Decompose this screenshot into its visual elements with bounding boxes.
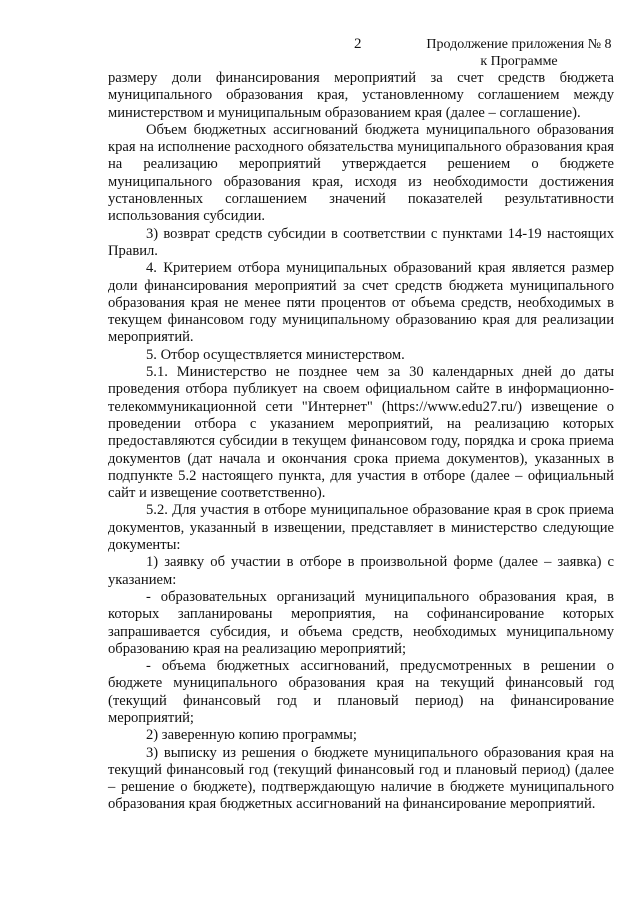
paragraph-educational-organizations: - образовательных организаций муниципального образования края, в которых запланированы мероприятия, на софинансирование которых запрашивается субсидия, и объема средств, необходимых муниципальному образованию края на реализацию мероприятий;: [108, 588, 614, 657]
paragraph-selection-by-ministry: 5. Отбор осуществляется министерством.: [146, 346, 405, 363]
appendix-note-line-1: Продолжение приложения № 8: [426, 37, 612, 52]
appendix-continuation-note: [424, 36, 614, 70]
paragraph-documents-submission: 5.2. Для участия в отборе муниципальное образование края в срок приема документов, указанный в извещении, представляет в министерство следующие документы:: [108, 502, 614, 554]
page-number: 2: [354, 36, 362, 52]
paragraph-budget-allocation: Объем бюджетных ассигнований бюджета муниципального образования края на исполнение расходного обязательства муниципального образования края на реализацию мероприятий утверждается решением о бюджете муниципального образования края, исходя из необходимости достижения установленных соглашением значений показателей результативности использования субсидии.: [108, 121, 614, 225]
paragraph-program-copy: 2) заверенную копию программы;: [146, 727, 357, 744]
paragraph-continuation: размеру доли финансирования мероприятий за счет средств бюджета муниципального образования края, установленному соглашением между министерством и муниципальным образованием края (далее – соглашение).: [108, 70, 614, 121]
paragraph-selection-announcement: 5.1. Министерство не позднее чем за 30 календарных дней до даты проведения отбора публикует на своем официальном сайте в информационно-телекоммуникационной сети "Интернет" (https://www.edu27.ru/) извещение о проведении отбора с указанием мероприятий, на реализацию которых предоставляются субсидии в текущем финансовом году, порядка и срока приема документов (дат начала и окончания срока приема документов), указанных в подпункте 5.2 настоящего пункта, для участия в отборе (далее – официальный сайт и извещение соответственно).: [108, 364, 614, 502]
paragraph-subsidy-return: 3) возврат средств субсидии в соответствии с пунктами 14-19 настоящих Правил.: [108, 225, 614, 259]
paragraph-budget-appropriations: - объема бюджетных ассигнований, предусмотренных в решении о бюджете муниципального образования края на текущий финансовый год (текущий финансовый год и плановый период) на финансирование мероприятий;: [108, 658, 614, 726]
appendix-note-line-2: к Программе: [480, 54, 558, 69]
paragraph-selection-criterion: 4. Критерием отбора муниципальных образований края является размер доли финансирования мероприятий за счет средств бюджета муниципального образования края не менее пяти процентов от объема средств, необходимых в текущем финансовом году муниципальному образованию края для реализации мероприятий.: [108, 260, 614, 346]
paragraph-budget-extract: 3) выписку из решения о бюджете муниципального образования края на текущий финансовый год (текущий финансовый год и плановый период) (далее – решение о бюджете), подтверждающую наличие в бюджете муниципального образования края бюджетных ассигнований на финансирование мероприятий.: [108, 744, 614, 813]
paragraph-application-item: 1) заявку об участии в отборе в произвольной форме (далее – заявка) с указанием:: [108, 554, 614, 588]
document-body: [108, 70, 614, 814]
